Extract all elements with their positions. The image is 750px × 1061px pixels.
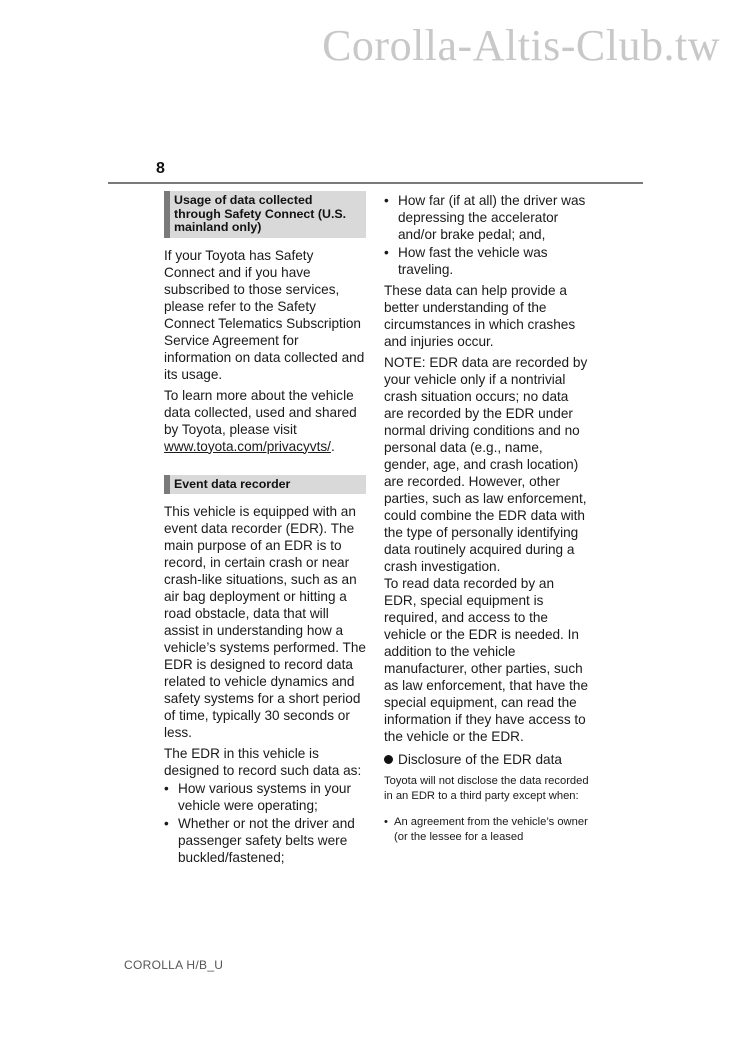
edr-bullet-list-left xyxy=(164,780,366,866)
list-item-text: Whether or not the driver and passenger safety belts were buckled/fastened; xyxy=(178,816,355,865)
bullet-icon: • xyxy=(384,816,388,829)
list-item-text: How various systems in your vehicle were operating; xyxy=(178,781,351,813)
edr-intro-paragraph: This vehicle is equipped with an event data recorder (EDR). The main purpose of an EDR is to record, in certain crash or near crash-like situations, such as an air bag deployment or hitting a road obstacle, data that will assist in understanding how a vehicle’s systems performed. The EDR is designed to record data related to vehicle dynamics and safety systems for a short period of time, typically 30 seconds or less. xyxy=(164,504,366,740)
bullet-icon: • xyxy=(164,816,169,831)
privacy-link[interactable]: www.toyota.com/privacyvts/ xyxy=(164,438,331,454)
watermark: Corolla-Altis-Club.tw xyxy=(322,21,720,70)
privacy-text: To learn more about the vehicle data collected, used and shared by Toyota, please visit xyxy=(164,387,357,437)
section-heading-safety-connect: Usage of data collected through Safety Connect (U.S. mainland only) xyxy=(164,191,366,238)
disclosure-heading-text: Disclosure of the EDR data xyxy=(398,752,562,767)
list-item-text: An agreement from the vehicle’s owner (or the lessee for a leased xyxy=(394,816,588,844)
edr-bullet-list-right xyxy=(384,192,590,278)
edr-record-paragraph: The EDR in this vehicle is designed to record such data as: xyxy=(164,746,362,778)
bullet-icon: • xyxy=(384,245,389,260)
disclosure-bullet-list xyxy=(384,815,590,845)
list-item-text: How fast the vehicle was traveling. xyxy=(398,245,548,277)
privacy-paragraph xyxy=(164,387,366,455)
page-number: 8 xyxy=(156,160,165,177)
list-item xyxy=(384,192,590,243)
list-item xyxy=(164,815,366,866)
header-rule xyxy=(108,182,643,184)
safety-connect-paragraph: If your Toyota has Safety Connect and if you have subscribed to those services, please refer to the Safety Connect Telematics Subscription Service Agreement for information on data collected and its usage. xyxy=(164,247,365,382)
section-heading-edr: Event data recorder xyxy=(164,475,366,495)
disclosure-paragraph: Toyota will not disclose the data recorded in an EDR to a third party except when: xyxy=(384,775,589,802)
circumstances-paragraph: These data can help provide a better understanding of the circumstances in which crashes and injuries occur. xyxy=(384,283,576,349)
read-data-paragraph: To read data recorded by an EDR, special equipment is required, and access to the vehicle or the EDR is needed. In addition to the vehicle manufacturer, other parties, such as law enforcement, that have the special equipment, can read the information if they have access to the vehicle or the EDR. xyxy=(384,576,589,744)
left-column xyxy=(164,191,366,867)
list-item xyxy=(384,815,590,845)
list-item xyxy=(384,244,590,278)
disclosure-heading xyxy=(384,751,590,768)
bullet-icon: • xyxy=(384,193,389,208)
list-item xyxy=(164,780,366,814)
footer-label: COROLLA H/B_U xyxy=(124,958,224,972)
privacy-text-end: . xyxy=(330,438,335,454)
note-paragraph: NOTE: EDR data are recorded by your vehicle only if a nontrivial crash situation occurs; no data are recorded by the EDR under normal driving conditions and no personal data (e.g., name, gender, age, and crash location) are recorded. However, other parties, such as law enforcement, could combine the EDR data with the type of personally identifying data routinely acquired during a crash investigation. xyxy=(384,355,588,574)
bullet-icon: • xyxy=(164,781,169,796)
list-item-text: How far (if at all) the driver was depressing the accelerator and/or brake pedal; and, xyxy=(398,193,586,242)
right-column xyxy=(384,191,590,845)
disc-bullet-icon xyxy=(384,755,393,764)
